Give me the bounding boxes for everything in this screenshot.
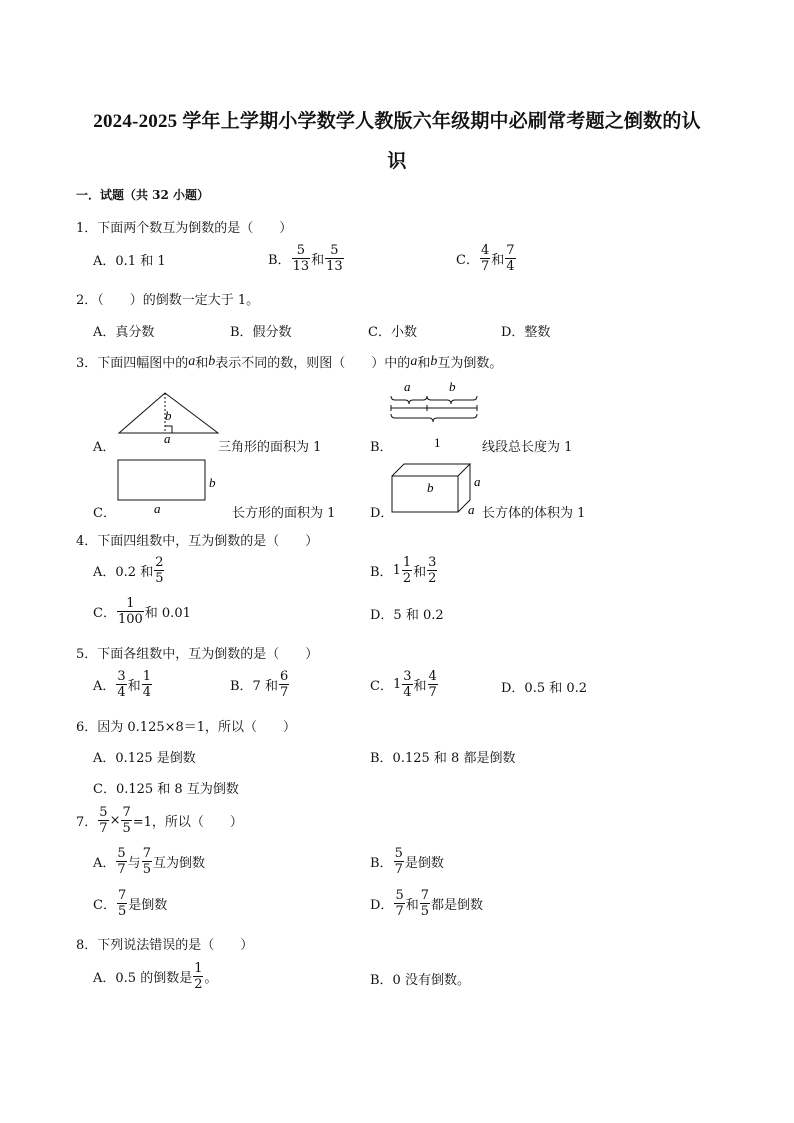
segment-figure: [385, 378, 485, 450]
question-5-stem: 5．下面各组数中，互为倒数的是（ ）: [76, 647, 319, 662]
fraction: $\frac{7}{5}$: [142, 846, 151, 877]
fraction: $\frac{1}{4}$: [142, 669, 151, 700]
fraction: $\frac{2}{5}$: [155, 555, 164, 586]
question-3-option-c-caption: 长方形的面积为 1: [232, 506, 336, 521]
triangle-label-a: a: [164, 431, 171, 446]
question-5-option-b[interactable]: B．7 和 $\frac{6}{7}$: [230, 669, 289, 700]
question-7-option-d[interactable]: D． $\frac{5}{7}$ 和 $\frac{7}{5}$ 都是倒数: [370, 888, 484, 919]
fraction: $\frac{7}{5}$: [420, 888, 430, 919]
fraction: $\frac{5}{7}$: [395, 888, 404, 919]
page-title-line-2: 识: [387, 151, 407, 172]
cuboid-label-b: b: [427, 480, 434, 495]
fraction: $\frac{7}{5}$: [122, 805, 131, 836]
fraction: $\frac{3}{2}$: [428, 555, 437, 586]
question-1-stem: 1．下面两个数互为倒数的是（ ）: [76, 221, 293, 236]
fraction: $\frac{4}{7}$: [480, 243, 490, 274]
question-5-option-a[interactable]: A． $\frac{3}{4}$ 和 $\frac{1}{4}$: [93, 669, 151, 700]
question-8-stem: 8．下列说法错误的是（ ）: [76, 938, 254, 953]
question-7-option-c[interactable]: C． $\frac{7}{5}$ 是倒数: [93, 888, 168, 919]
fraction: $\frac{5}{7}$: [99, 805, 108, 836]
question-6-option-a[interactable]: A．0.125 是倒数: [93, 751, 196, 766]
fraction: $\frac{7}{5}$: [117, 888, 127, 919]
fraction: $\frac{3}{4}$: [117, 669, 126, 700]
fraction: $\frac{5}{13}$: [326, 243, 343, 274]
question-3-option-c-label[interactable]: C．: [93, 506, 116, 521]
question-2-stem: 2．（ ）的倒数一定大于 1。: [76, 293, 260, 308]
cuboid-label-a-top: a: [474, 474, 481, 489]
fraction: $\frac{5}{7}$: [117, 846, 126, 877]
question-3-option-a-label[interactable]: A．: [93, 440, 116, 455]
triangle-figure: [115, 390, 225, 450]
fraction: $\frac{1}{2}$: [194, 961, 203, 992]
question-8-option-a[interactable]: A．0.5 的倒数是 $\frac{1}{2}$ 。: [93, 961, 218, 992]
triangle-label-b: b: [165, 408, 172, 423]
question-2-option-d[interactable]: D．整数: [501, 325, 551, 340]
segment-label-a: a: [404, 379, 411, 394]
page-title-line-1: 2024-2025 学年上学期小学数学人教版六年级期中必刷常考题之倒数的认: [93, 111, 701, 132]
cuboid-figure: [388, 456, 488, 520]
fraction: $\frac{5}{7}$: [394, 846, 403, 877]
segment-label-total: 1: [434, 435, 441, 450]
fraction: $\frac{7}{4}$: [506, 243, 515, 274]
question-5-option-c[interactable]: C． 1 $\frac{3}{4}$ 和 $\frac{4}{7}$: [370, 669, 437, 700]
question-1-option-a[interactable]: A．0.1 和 1: [93, 254, 166, 269]
question-3-option-d-caption: 长方体的体积为 1: [482, 506, 586, 521]
question-3-option-b-caption: 线段总长度为 1: [482, 440, 573, 455]
question-5-option-d[interactable]: D．0.5 和 0.2: [501, 681, 588, 696]
question-4-stem: 4．下面四组数中，互为倒数的是（ ）: [76, 534, 319, 549]
question-1-option-c[interactable]: C． $\frac{4}{7}$ 和 $\frac{7}{4}$: [456, 243, 515, 274]
rectangle-figure: [112, 456, 222, 518]
question-3-stem: 3．下面四幅图中的 a 和 b 表示不同的数，则图（ ）中的 a 和 b 互为倒数。: [76, 353, 503, 371]
question-1-option-b[interactable]: B． $\frac{5}{13}$ 和 $\frac{5}{13}$: [268, 243, 343, 274]
fraction: $\frac{6}{7}$: [279, 669, 289, 700]
question-2-option-c[interactable]: C．小数: [368, 325, 417, 340]
question-4-option-a[interactable]: A．0.2 和 $\frac{2}{5}$: [93, 555, 164, 586]
question-4-option-d[interactable]: D．5 和 0.2: [370, 608, 444, 623]
question-6-stem: 6．因为 0.125×8＝1，所以（ ）: [76, 720, 297, 735]
rectangle-label-b: b: [209, 475, 216, 490]
question-2-option-a[interactable]: A．真分数: [93, 325, 155, 340]
segment-label-b: b: [449, 379, 456, 394]
question-7-stem: 7． $\frac{5}{7}$ × $\frac{7}{5}$ =1，所以（ ）: [76, 805, 243, 836]
question-6-option-b[interactable]: B．0.125 和 8 都是倒数: [370, 751, 516, 766]
fraction: $\frac{1}{2}$: [402, 555, 412, 586]
question-4-option-b[interactable]: B． 1 $\frac{1}{2}$ 和 $\frac{3}{2}$: [370, 555, 437, 586]
question-2-option-b[interactable]: B．假分数: [230, 325, 292, 340]
question-7-option-b[interactable]: B． $\frac{5}{7}$ 是倒数: [370, 846, 444, 877]
rectangle-label-a: a: [154, 501, 161, 516]
fraction: $\frac{1}{100}$: [117, 596, 143, 627]
question-6-option-c[interactable]: C．0.125 和 8 互为倒数: [93, 782, 239, 797]
fraction: $\frac{5}{13}$: [292, 243, 310, 274]
question-3-option-b-label[interactable]: B．: [370, 440, 393, 455]
question-8-option-b[interactable]: B．0 没有倒数。: [370, 973, 470, 988]
fraction: $\frac{3}{4}$: [403, 669, 412, 700]
question-7-option-a[interactable]: A． $\frac{5}{7}$ 与 $\frac{7}{5}$ 互为倒数: [93, 846, 205, 877]
fraction: $\frac{4}{7}$: [428, 669, 437, 700]
question-3-option-a-caption: 三角形的面积为 1: [218, 440, 322, 455]
question-4-option-c[interactable]: C． $\frac{1}{100}$ 和 0.01: [93, 596, 191, 627]
section-heading: 一．试题（共 32 小题）: [76, 188, 210, 202]
cuboid-label-a-bottom: a: [468, 502, 475, 517]
question-3-option-d-label[interactable]: D．: [370, 506, 394, 521]
